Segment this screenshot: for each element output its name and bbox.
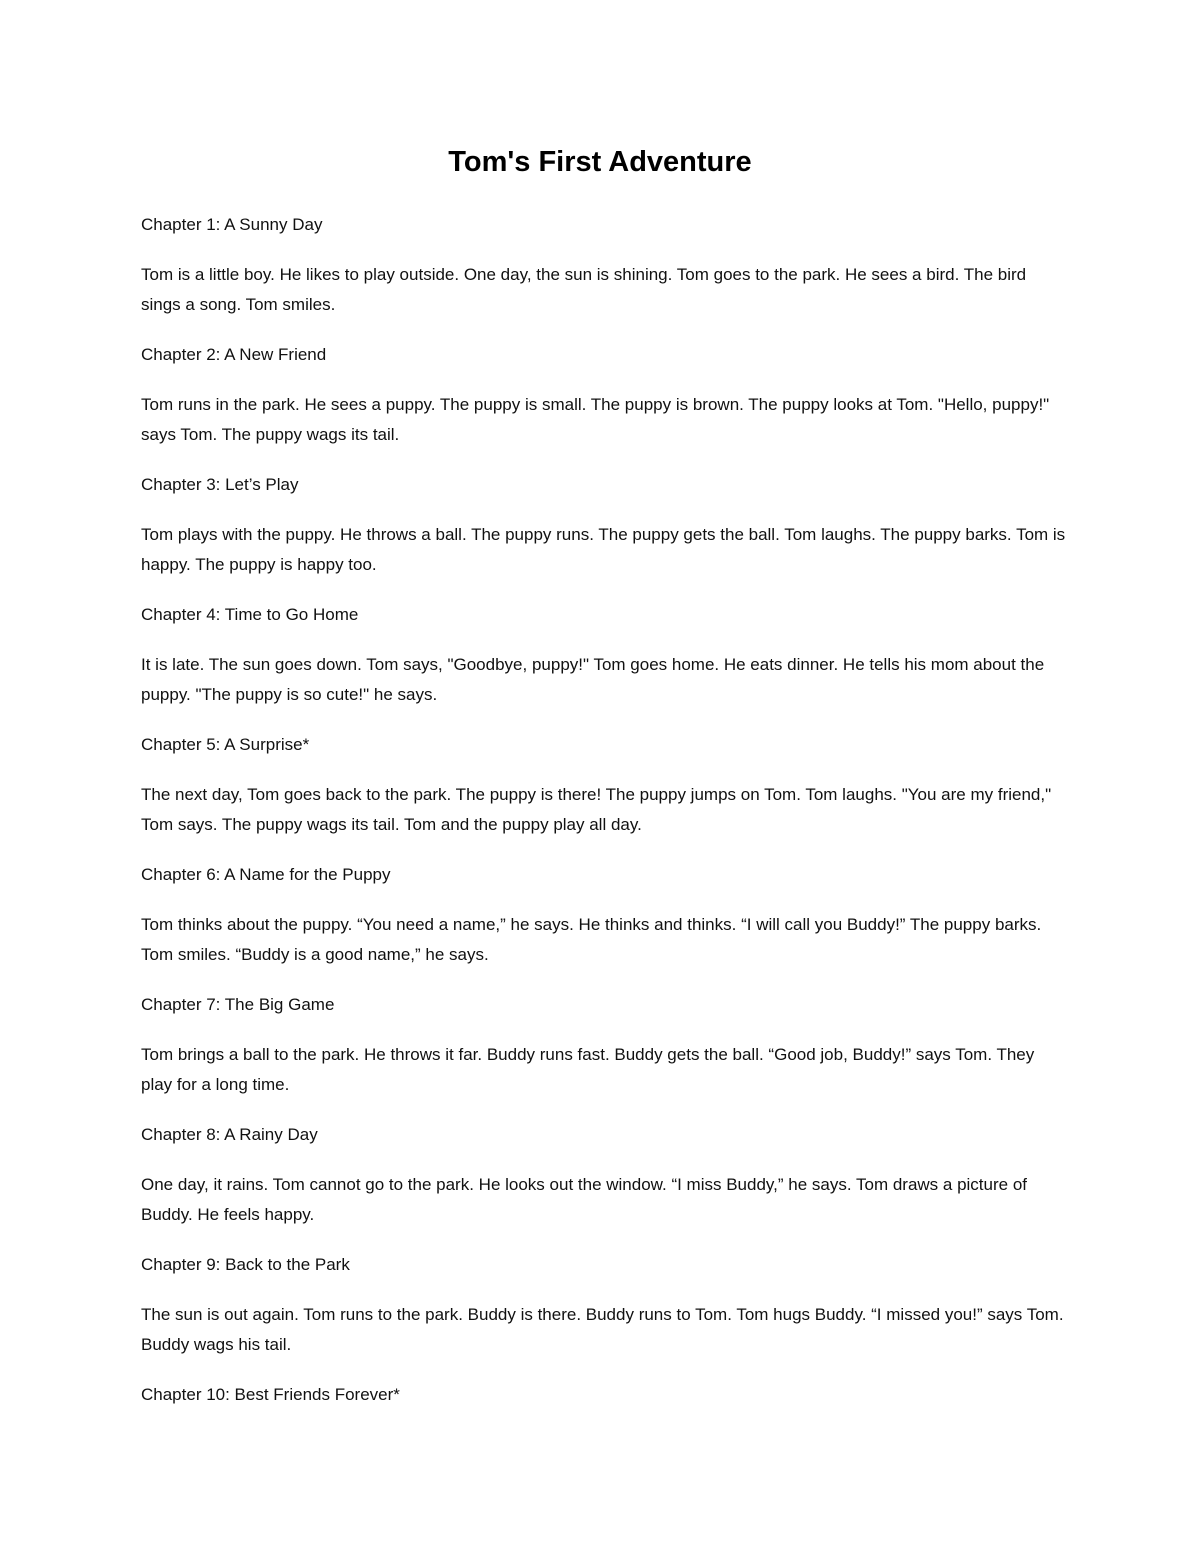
chapter-text: Tom thinks about the puppy. “You need a name,” he says. He thinks and thinks. “I will call you Buddy!” The puppy barks. Tom smiles. “Buddy is a good name,” he says. [141, 915, 1042, 964]
chapter-text: One day, it rains. Tom cannot go to the park. He looks out the window. “I miss Buddy,” he says. Tom draws a picture of Buddy. He feels happy. [141, 1175, 1028, 1224]
document-title: Tom's First Adventure [448, 146, 752, 178]
chapter-text: Tom plays with the puppy. He throws a ball. The puppy runs. The puppy gets the ball. Tom laughs. The puppy barks. Tom is happy. The puppy is happy too. [141, 525, 1066, 574]
chapter-heading: Chapter 1: A Sunny Day [141, 215, 323, 234]
chapter-text: Tom runs in the park. He sees a puppy. The puppy is small. The puppy is brown. The puppy looks at Tom. "Hello, puppy!" says Tom. The puppy wags its tail. [141, 395, 1050, 444]
chapter-8 [141, 1120, 1066, 1230]
chapter-5 [141, 730, 1066, 840]
chapter-heading: Chapter 3: Let’s Play [141, 475, 299, 494]
chapter-2 [141, 340, 1066, 450]
chapter-text: The sun is out again. Tom runs to the park. Buddy is there. Buddy runs to Tom. Tom hugs Buddy. “I missed you!” says Tom. Buddy wags his tail. [141, 1305, 1064, 1354]
chapter-heading: Chapter 6: A Name for the Puppy [141, 865, 391, 884]
chapter-heading: Chapter 9: Back to the Park [141, 1255, 350, 1274]
chapter-heading: Chapter 4: Time to Go Home [141, 605, 359, 624]
chapter-text: Tom brings a ball to the park. He throws it far. Buddy runs fast. Buddy gets the ball. “Good job, Buddy!” says Tom. They play for a long time. [141, 1045, 1035, 1094]
chapter-text: It is late. The sun goes down. Tom says, "Goodbye, puppy!" Tom goes home. He eats dinner. He tells his mom about the puppy. "The puppy is so cute!" he says. [141, 655, 1045, 704]
chapter-heading: Chapter 2: A New Friend [141, 345, 327, 364]
chapter-6 [141, 860, 1066, 970]
chapter-10 [141, 1380, 1066, 1410]
chapter-1 [141, 210, 1066, 320]
chapter-text: Tom is a little boy. He likes to play outside. One day, the sun is shining. Tom goes to the park. He sees a bird. The bird sings a song. Tom smiles. [141, 265, 1027, 314]
chapter-heading: Chapter 5: A Surprise* [141, 735, 310, 754]
chapter-text: The next day, Tom goes back to the park. The puppy is there! The puppy jumps on Tom. Tom laughs. "You are my friend," Tom says. The puppy wags its tail. Tom and the puppy play all day. [141, 785, 1052, 834]
chapter-7 [141, 990, 1066, 1100]
chapter-heading: Chapter 8: A Rainy Day [141, 1125, 318, 1144]
chapter-4 [141, 600, 1066, 710]
document-body [141, 210, 1066, 1430]
chapter-9 [141, 1250, 1066, 1360]
chapter-heading: Chapter 10: Best Friends Forever* [141, 1385, 400, 1404]
chapter-heading: Chapter 7: The Big Game [141, 995, 335, 1014]
chapter-3 [141, 470, 1066, 580]
